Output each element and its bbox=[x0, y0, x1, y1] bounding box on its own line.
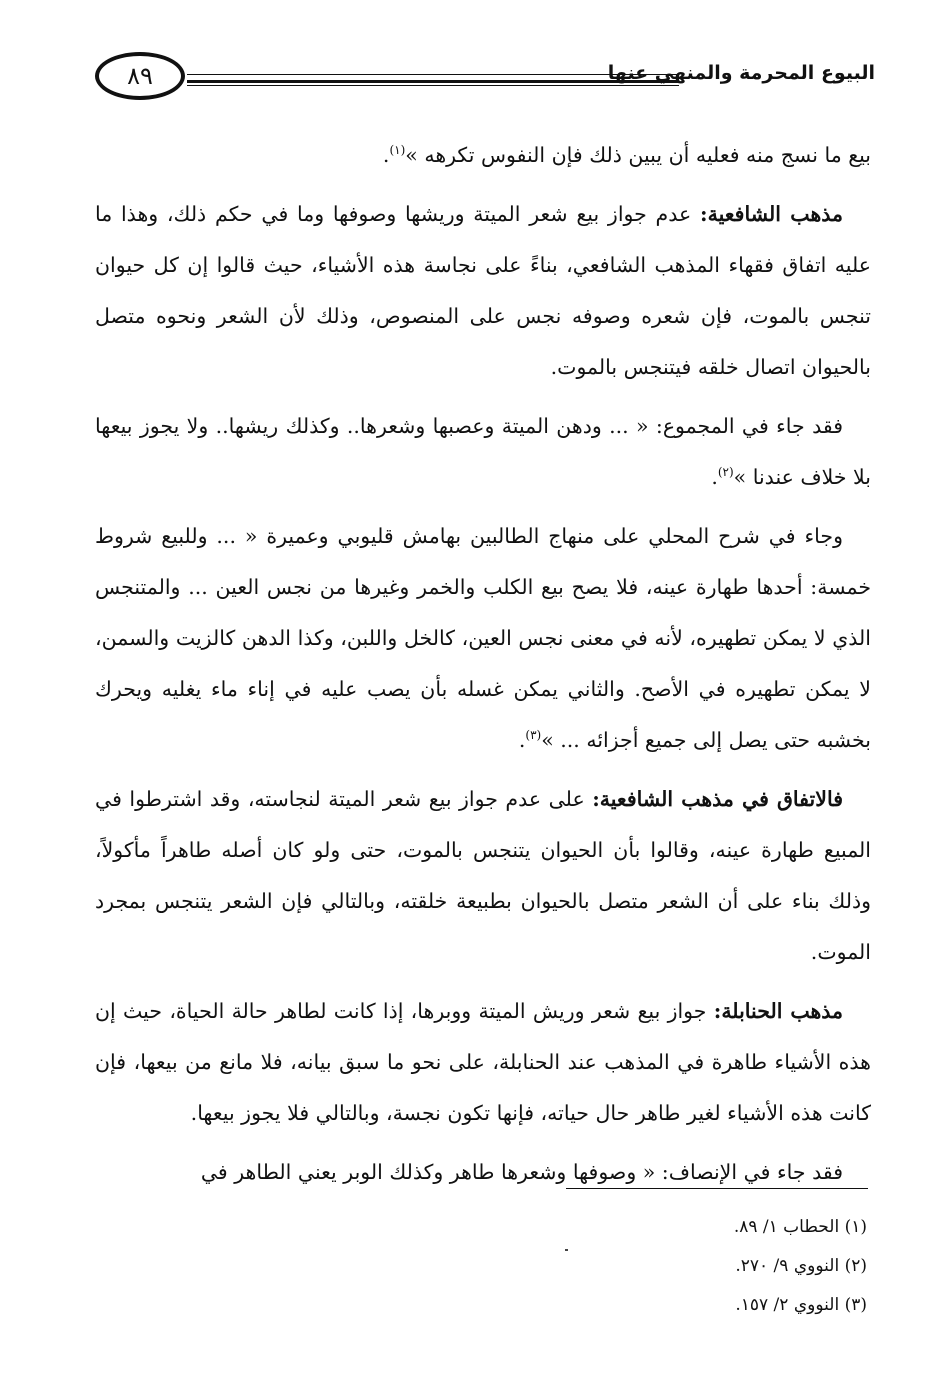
paragraph-text: فقد جاء في الإنصاف: « وصوفها وشعرها طاهر وكذلك الوبر يعني الطاهر في bbox=[200, 1160, 843, 1184]
footnote-ref: (١) bbox=[389, 143, 406, 158]
paragraph-end: . bbox=[518, 728, 526, 752]
section-lead: فالاتفاق في مذهب الشافعية: bbox=[592, 787, 843, 811]
running-title: البيوع المحرمة والمنهي عنها bbox=[607, 62, 875, 84]
footnote: (٢) النووي ٩/ ٢٧٠. bbox=[735, 1256, 867, 1276]
paragraph-text: فقد جاء في المجموع: « ... ودهن الميتة وعصبها وشعرها.. وكذلك ريشها.. ولا يجوز بيعها بلا خلاف عندنا » bbox=[95, 414, 871, 489]
footnote-ref: (٢) bbox=[717, 465, 734, 480]
paragraph bbox=[95, 986, 871, 1139]
footnote: (١) الحطاب ١/ ٨٩. bbox=[733, 1217, 867, 1237]
paragraph-text: بيع ما نسج منه فعليه أن يبين ذلك فإن النفوس تكرهه » bbox=[405, 143, 871, 167]
page-number: ٨٩ bbox=[95, 52, 185, 100]
paragraph-end: . bbox=[382, 143, 390, 167]
body-text bbox=[95, 130, 871, 1206]
section-lead: مذهب الحنابلة: bbox=[713, 999, 843, 1023]
paragraph-text: وجاء في شرح المحلي على منهاج الطالبين بهامش قليوبي وعميرة « ... وللبيع شروط خمسة: أحدها طهارة عينه، فلا يصح بيع الكلب والخمر وغيرها من نجس العين ... والمتنجس الذي لا يمكن تطهيره، لأنه في معنى نجس العين، كالخل واللبن، وكذا الدهن كالزيت والسمن، لا يمكن تطهيره في الأصح. والثاني يمكن غسله بأن يصب عليه في إناء ماء يغليه ويحرك بخشبه حتى يصل إلى جميع أجزائه ... » bbox=[95, 524, 871, 752]
footnote-separator bbox=[566, 1188, 868, 1189]
paragraph-text: على عدم جواز بيع شعر الميتة لنجاسته، وقد اشترطوا في المبيع طهارة عينه، وقالوا بأن الحيوان يتنجس بالموت، حتى ولو كان أصله طاهراً مأكولاً، وذلك بناء على أن الشعر متصل بالحيوان بطبيعة خلقته، وبالتالي فإن الشعر يتنجس بمجرد الموت. bbox=[95, 787, 871, 964]
section-lead: مذهب الشافعية: bbox=[700, 202, 843, 226]
paragraph bbox=[95, 189, 871, 393]
header-rule-thin bbox=[187, 74, 679, 75]
paragraph bbox=[95, 130, 871, 181]
header-rule bbox=[187, 80, 679, 86]
footnote-ref: (٣) bbox=[525, 728, 542, 743]
footnote: (٣) النووي ٢/ ١٥٧. bbox=[735, 1295, 867, 1315]
paragraph-end: . bbox=[711, 465, 718, 489]
paragraph-text: عدم جواز بيع شعر الميتة وريشها وصوفها وما في حكم ذلك، وهذا ما عليه اتفاق فقهاء المذهب الشافعي، بناءً على نجاسة هذه الأشياء، حيث قالوا إن كل حيوان تنجس بالموت، فإن شعره وصوفه نجس على المنصوص، وذلك لأن الشعر ونحوه متصل بالحيوان اتصال خلقه فيتنجس بالموت. bbox=[95, 202, 871, 379]
page-header bbox=[95, 52, 875, 112]
paragraph-text: جواز بيع شعر وريش الميتة ووبرها، إذا كانت لطاهر حالة الحياة، حيث إن هذه الأشياء طاهرة في المذهب عند الحنابلة، على نحو ما سبق بيانه، فلا مانع من بيعها، فإن كانت هذه الأشياء لغير طاهر حال حياته، فإنها تكون نجسة، وبالتالي فلا يجوز بيعها. bbox=[95, 999, 871, 1125]
paragraph bbox=[95, 774, 871, 978]
paragraph bbox=[95, 511, 871, 766]
paragraph bbox=[95, 1147, 871, 1198]
footnotes bbox=[467, 1208, 867, 1325]
paragraph bbox=[95, 401, 871, 503]
